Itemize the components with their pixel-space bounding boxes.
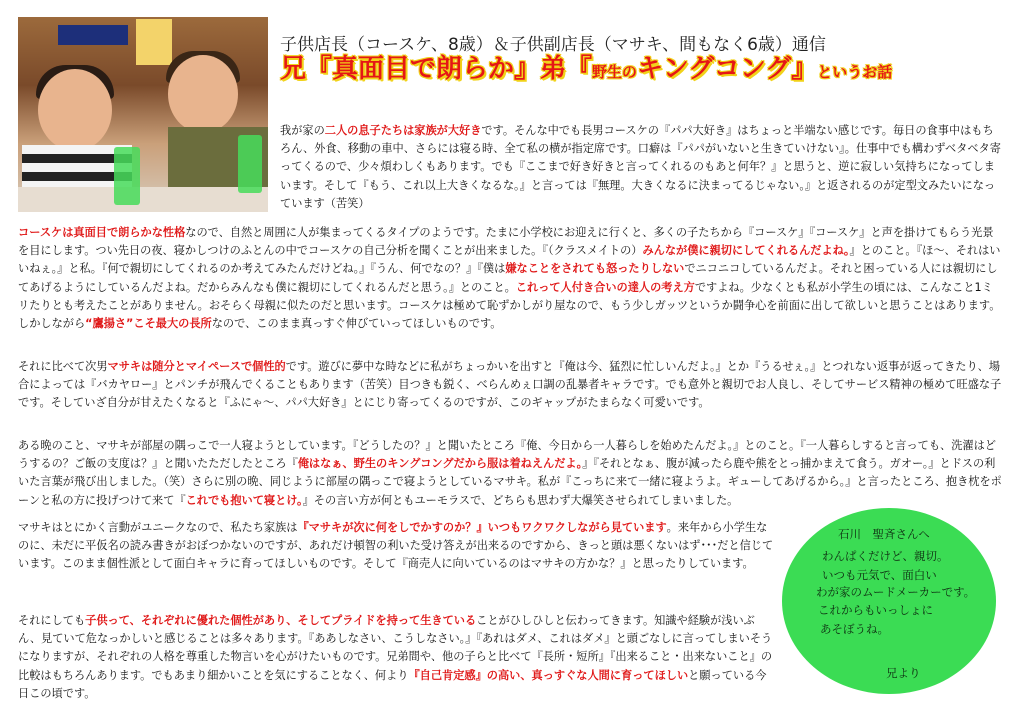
note-line: わんぱくだけど、親切。	[822, 549, 949, 563]
handwritten-note-card	[782, 508, 996, 694]
paragraph-4	[18, 437, 1004, 510]
text-run: です。遊びに夢中な時などに私がちょっかいを出すと『俺は今、猛烈に忙しいんだよ。』とか『うるせぇ。』とつれない返事が返ってきたり、場合によっては『バカヤロー』とパンチが飛んでくることもあります（苦笑）目つきも鋭く、べらんめぇ口調の乱暴者キャラです。でも意外と親切でお人良し、そしてサービス精神の極めて旺盛な子です。そしていざ自分が甘えたくなると『ふにゃ～、パパ大好き』とにじり寄ってくるのですが、このギャップがたまらなく可愛いです。	[18, 360, 1002, 410]
text-run: 』その言い方が何ともユーモラスで、どちらも思わず大爆笑させられてしまいました。	[302, 493, 739, 507]
highlighted-phrase: 俺はなぁ、野生のキングコングだから服は着ねえんだよ。	[297, 457, 583, 471]
note-line: 石川 聖斉さんへ	[838, 527, 930, 541]
highlighted-phrase: “鷹揚さ”こそ最大の長所	[85, 317, 212, 331]
paragraph-5	[18, 519, 774, 574]
melon-soda-glass	[238, 135, 262, 193]
highlighted-phrase: 子供って、それぞれに優れた個性があり、そしてプライドを持って生きている	[85, 614, 477, 627]
note-line: わが家のムードメーカーです。	[816, 585, 976, 599]
highlighted-phrase: 二人の息子たちは家族が大好き	[324, 124, 482, 137]
menu-poster	[136, 19, 172, 65]
text-run: ある晩のこと、マサキが部屋の隅っこで一人寝ようとしています。『どうしたの？』と聞いたところ『俺、今日から一人暮らしを始めたんだよ。』とのこと。『一人暮らしすると言っても、洗濯はどうするの？ご飯の支度は？』と聞いたただしたところ『	[18, 439, 996, 471]
text-run: それに比べて次男	[18, 360, 108, 373]
highlighted-phrase: 嫌なことをされても怒ったりしない	[505, 262, 685, 276]
newsletter-subtitle: 子供店長（コースケ、8歳）＆子供副店長（マサキ、間もなく6歳）通信	[280, 35, 826, 55]
melon-soda-glass	[114, 147, 140, 205]
highlighted-phrase: みんなが僕に親切にしてくれるんだよね。	[642, 244, 850, 258]
text-run: です。そんな中でも長男コースケの『パパ大好き』はちょっと半端ない感じです。毎日の食事中はもちろん、外食、移動の車中、さらには寝る時、全て私の横が指定席です。口癖は『パパがいないと生きていけない』。仕事中でも構わずベタベタ寄ってくるので、少々煩わしくもあります。でも『ここまで好き好きと言ってくれるのもあと何年？』と思うと、逆に寂しい気持ちになってしまいます。そして『もう、これ以上大きくなるな。』と言っては『無理。大きくなるに決まってるじゃない。』と返されるのが定型文みたいになっています（苦笑）	[280, 124, 1001, 210]
older-brother	[38, 69, 112, 151]
shop-sign	[58, 25, 128, 45]
text-run: なので、自然と周囲に人が集まってくるタイプのようです。たまに小学校にお迎えに行くと、多くの子たちから『コースケ』『コースケ』と声を掛けてもらう光景を目にします。つい先日の夜、寝かしつけのふとんの中でコースケの自己分析を聞くことが出来ました。『（クラスメイトの）	[18, 226, 994, 258]
boys-photo	[18, 17, 268, 212]
text-run: と願っている今日この頃です。	[18, 668, 767, 700]
text-run: それにしても	[18, 614, 86, 627]
text-run: ことがひしひしと伝わってきます。知識や経験が浅いぶん、見ていて危なっかしいと感じることは多々あります。『ああしなさい、こうしなさい。』『あれはダメ、これはダメ』と頭ごなしに言ってしまいそうになりますが、それぞれの人格を尊重した物言いを心がけたいものです。兄弟間や、他の子らと比べて『長所・短所』『出来ること・出来ないこと』の比較はもちろんあります。でもあまり細かいことを気にすることなく、何より	[18, 614, 773, 682]
highlighted-phrase: 『自己肯定感』の高い、真っすぐな人間に育ってほしい	[408, 668, 689, 682]
text-run: 』とのこと。『ほ～、それはいいねぇ。』と私。『何で親切にしてくれるのか考えてみたんだけどね。』『うん、何でなの？』『僕は	[18, 244, 1001, 276]
highlighted-phrase: コースケは真面目で朗らかな性格	[18, 226, 186, 239]
text-run: 。来年から小学生なのに、未だに平仮名の読み書きがおぼつかないのですが、あれだけ頓智の利いた受け答えが出来るのですから、きっと頭は悪くないはず･･･だと信じています。このまま個性派として面白キャラに育ってほしいものです。そして『商売人に向いているのはマサキの方かな？』と思ったりしています。	[18, 521, 774, 571]
highlighted-phrase: これでも抱いて寝とけ。	[185, 493, 303, 507]
title-part: 野生の	[592, 63, 638, 81]
text-run: でニコニコしているんだよ。それと困っている人には親切にしてあげるようにしているんだよね。だからみんなも僕に親切にしてくれるんだと思う。』とのこと。	[18, 262, 998, 294]
note-line: いつも元気で、面白い	[822, 568, 937, 582]
table	[18, 187, 268, 212]
text-run: ですよね。少なくとも私が小学生の頃には、こんなこと1ミリたりとも考えたことがありません。おそらく母親に似たのだと思います。コースケは極めて恥ずかしがり屋なので、もう少しガッツというか闘争心を前面に出して欲しいと思うことはあります。しかしながら	[18, 280, 1001, 331]
text-run: マサキはとにかく言動がユニークなので、私たち家族は	[18, 521, 298, 534]
text-run: 我が家の	[280, 124, 325, 137]
note-signature: 兄より	[886, 666, 921, 680]
text-run: なので、このまま真っすぐ伸びていってほしいものです。	[211, 317, 502, 331]
highlighted-phrase: これって人付き合いの達人の考え方	[515, 280, 695, 294]
highlighted-phrase: マサキは随分とマイペースで個性的	[107, 360, 286, 373]
note-line: これからもいっしょに	[818, 603, 933, 617]
page-title	[280, 56, 892, 82]
younger-brother	[168, 55, 238, 133]
text-run: 』『それとなぁ、腹が減ったら鹿や熊をとっ捕かまえて食う。ガオー。』とドスの利いた言葉が飛び出しました。（笑）さらに別の晩、同じように部屋の隅っこで寝ようとしているマサキ。私が『こっちに来て一緒に寝ようよ。ギューしてあげるから。』と言ったところ、抱き枕をポーンと私の方に投げつけて来て『	[18, 457, 1002, 507]
highlighted-phrase: 『マサキが次に何をしでかすのか？』いつもワクワクしながら見ています	[297, 521, 667, 534]
note-line: あそぼうね。	[820, 622, 889, 636]
paragraph-6	[18, 612, 774, 703]
paragraph-1	[280, 122, 1002, 213]
title-part: というお話	[817, 63, 893, 81]
title-part: キングコング』	[637, 54, 818, 84]
title-part: 兄『真面目で朗らか』弟『	[280, 54, 593, 84]
paragraph-3	[18, 358, 1004, 413]
paragraph-2	[18, 224, 1004, 333]
